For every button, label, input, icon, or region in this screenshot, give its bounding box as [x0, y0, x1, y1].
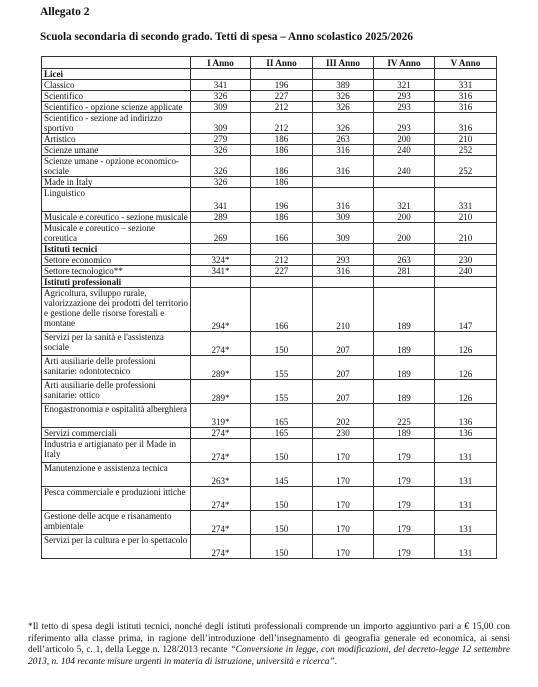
empty-cell — [313, 244, 374, 255]
value-cell: 170 — [313, 487, 374, 511]
spending-table — [41, 56, 497, 559]
value-cell: 165 — [251, 404, 313, 428]
table-row — [42, 356, 497, 380]
section-label: Istituti tecnici — [42, 244, 191, 255]
page-heading: Allegato 2 — [40, 6, 90, 18]
value-cell: 212 — [251, 113, 313, 134]
value-cell: 155 — [251, 356, 313, 380]
row-label: Manutenzione e assistenza tecnica — [42, 463, 191, 487]
value-cell: 263* — [191, 463, 251, 487]
value-cell: 274* — [191, 439, 251, 463]
row-label: Settore tecnologico** — [42, 266, 191, 277]
value-cell: 227 — [251, 266, 313, 277]
table-row — [42, 332, 497, 356]
value-cell: 179 — [374, 487, 435, 511]
table-row — [42, 212, 497, 223]
value-cell: 136 — [435, 428, 497, 439]
row-label: Settore economico — [42, 255, 191, 266]
value-cell: 170 — [313, 463, 374, 487]
value-cell: 293 — [313, 255, 374, 266]
table-row — [42, 188, 497, 212]
value-cell: 309 — [313, 223, 374, 244]
value-cell: 341 — [191, 188, 251, 212]
value-cell: 186 — [251, 156, 313, 177]
value-cell: 281 — [374, 266, 435, 277]
value-cell: 170 — [313, 535, 374, 559]
value-cell: 326 — [191, 177, 251, 188]
value-cell: 263 — [313, 134, 374, 145]
table-row — [42, 102, 497, 113]
row-label: Gestione delle acque e risanamento ambientale — [42, 511, 191, 535]
table-row — [42, 156, 497, 177]
value-cell: 200 — [374, 223, 435, 244]
row-label: Scientifico - opzione scienze applicate — [42, 102, 191, 113]
column-header — [42, 57, 191, 69]
value-cell: 240 — [374, 145, 435, 156]
section-label: Istituti professionali — [42, 277, 191, 288]
table-row — [42, 177, 497, 188]
value-cell: 309 — [191, 113, 251, 134]
value-cell: 166 — [251, 223, 313, 244]
value-cell: 316 — [435, 102, 497, 113]
table-row — [42, 134, 497, 145]
empty-cell — [313, 277, 374, 288]
value-cell: 186 — [251, 134, 313, 145]
value-cell: 309 — [313, 212, 374, 223]
value-cell: 131 — [435, 535, 497, 559]
table-row — [42, 428, 497, 439]
value-cell: 316 — [313, 145, 374, 156]
footnote-law-title: “Conversione in legge, con modificazioni, del decreto-legge 12 settembre 2013, n. 104 recante misure urgenti in materia di istruzione, università e ricerca” — [28, 645, 510, 667]
row-label: Scienze umane — [42, 145, 191, 156]
value-cell: 341* — [191, 266, 251, 277]
empty-cell — [435, 69, 497, 80]
value-cell: 326 — [191, 156, 251, 177]
value-cell: 326 — [191, 91, 251, 102]
value-cell: 200 — [374, 134, 435, 145]
value-cell: 279 — [191, 134, 251, 145]
value-cell: 147 — [435, 288, 497, 332]
value-cell: 269 — [191, 223, 251, 244]
value-cell: 165 — [251, 428, 313, 439]
value-cell: 319* — [191, 404, 251, 428]
empty-cell — [374, 277, 435, 288]
empty-cell — [374, 244, 435, 255]
column-header: V Anno — [435, 57, 497, 69]
row-label: Servizi per la cultura e per lo spettacolo — [42, 535, 191, 559]
row-label: Servizi per la sanità e l'assistenza sociale — [42, 332, 191, 356]
value-cell: 210 — [435, 134, 497, 145]
value-cell: 274* — [191, 487, 251, 511]
row-label: Musicale e coreutico - sezione musicale — [42, 212, 191, 223]
row-label: Scientifico - sezione ad indirizzo sportivo — [42, 113, 191, 134]
table-row — [42, 113, 497, 134]
value-cell: 200 — [374, 212, 435, 223]
value-cell: 326 — [313, 102, 374, 113]
value-cell — [313, 177, 374, 188]
value-cell: 196 — [251, 188, 313, 212]
value-cell: 150 — [251, 535, 313, 559]
table-row — [42, 80, 497, 91]
empty-cell — [313, 69, 374, 80]
empty-cell — [251, 244, 313, 255]
table-row — [42, 535, 497, 559]
value-cell: 179 — [374, 511, 435, 535]
value-cell: 274* — [191, 428, 251, 439]
table-row — [42, 288, 497, 332]
empty-cell — [435, 244, 497, 255]
row-label: Agricoltura, sviluppo rurale, valorizzazione dei prodotti del territorio e gestione delle risorse forestali e montane — [42, 288, 191, 332]
value-cell: 293 — [374, 113, 435, 134]
value-cell: 240 — [435, 266, 497, 277]
row-label: Linguistico — [42, 188, 191, 212]
row-label: Arti ausiliarie delle professioni sanitarie: odontotecnico — [42, 356, 191, 380]
value-cell: 202 — [313, 404, 374, 428]
value-cell: 274* — [191, 511, 251, 535]
value-cell — [435, 177, 497, 188]
value-cell: 252 — [435, 156, 497, 177]
value-cell: 186 — [251, 145, 313, 156]
table-row — [42, 223, 497, 244]
table-row — [42, 511, 497, 535]
value-cell: 207 — [313, 332, 374, 356]
value-cell: 210 — [435, 212, 497, 223]
value-cell: 210 — [435, 223, 497, 244]
value-cell: 293 — [374, 102, 435, 113]
table-row — [42, 255, 497, 266]
value-cell: 150 — [251, 332, 313, 356]
value-cell: 389 — [313, 80, 374, 91]
footnote — [28, 622, 510, 668]
empty-cell — [435, 277, 497, 288]
value-cell: 212 — [251, 255, 313, 266]
value-cell: 150 — [251, 511, 313, 535]
footnote-text: *Il tetto di spesa degli istituti tecnici, nonché degli istituti professionali comprende un importo aggiuntivo pari a € 15,00 con riferimento alla classe prima, in ragione dell’introduzione dell’insegnamento di geografia generale ed economica, ai sensi dell’articolo 5, c. 1, della Legge n. 128/2013 recante — [28, 622, 510, 655]
value-cell: 150 — [251, 487, 313, 511]
column-header: III Anno — [313, 57, 374, 69]
value-cell: 189 — [374, 288, 435, 332]
table-row — [42, 145, 497, 156]
table-row — [42, 463, 497, 487]
table-row — [42, 380, 497, 404]
value-cell: 230 — [313, 428, 374, 439]
empty-cell — [251, 69, 313, 80]
row-label: Made in Italy — [42, 177, 191, 188]
row-label: Artistico — [42, 134, 191, 145]
value-cell: 189 — [374, 380, 435, 404]
value-cell: 225 — [374, 404, 435, 428]
value-cell: 263 — [374, 255, 435, 266]
row-label: Arti ausiliarie delle professioni sanitarie: ottico — [42, 380, 191, 404]
value-cell: 189 — [374, 356, 435, 380]
section-label: Licei — [42, 69, 191, 80]
value-cell: 316 — [435, 91, 497, 102]
table-row — [42, 91, 497, 102]
table-row — [42, 266, 497, 277]
value-cell: 126 — [435, 332, 497, 356]
value-cell: 309 — [191, 102, 251, 113]
row-label: Pesca commerciale e produzioni ittiche — [42, 487, 191, 511]
value-cell: 240 — [374, 156, 435, 177]
value-cell: 207 — [313, 380, 374, 404]
value-cell: 131 — [435, 487, 497, 511]
table-body — [42, 69, 497, 559]
value-cell: 170 — [313, 511, 374, 535]
column-header: IV Anno — [374, 57, 435, 69]
value-cell: 136 — [435, 404, 497, 428]
value-cell: 316 — [313, 188, 374, 212]
row-label: Servizi commerciali — [42, 428, 191, 439]
section-row — [42, 69, 497, 80]
row-label: Scientifico — [42, 91, 191, 102]
page-subheading: Scuola secondaria di secondo grado. Tetti di spesa – Anno scolastico 2025/2026 — [40, 31, 413, 43]
section-row — [42, 277, 497, 288]
value-cell: 155 — [251, 380, 313, 404]
value-cell: 331 — [435, 188, 497, 212]
row-label: Enogastronomia e ospitalità alberghiera — [42, 404, 191, 428]
column-header: I Anno — [191, 57, 251, 69]
value-cell: 170 — [313, 439, 374, 463]
value-cell: 316 — [435, 113, 497, 134]
column-header: II Anno — [251, 57, 313, 69]
value-cell: 324* — [191, 255, 251, 266]
value-cell: 294* — [191, 288, 251, 332]
value-cell: 316 — [313, 156, 374, 177]
value-cell: 316 — [313, 266, 374, 277]
value-cell: 326 — [313, 113, 374, 134]
value-cell: 186 — [251, 212, 313, 223]
value-cell: 131 — [435, 439, 497, 463]
value-cell: 274* — [191, 535, 251, 559]
value-cell: 126 — [435, 356, 497, 380]
value-cell: 186 — [251, 177, 313, 188]
value-cell: 212 — [251, 102, 313, 113]
value-cell: 293 — [374, 91, 435, 102]
value-cell: 341 — [191, 80, 251, 91]
empty-cell — [191, 244, 251, 255]
value-cell — [374, 177, 435, 188]
value-cell: 210 — [313, 288, 374, 332]
value-cell: 126 — [435, 380, 497, 404]
row-label: Scienze umane - opzione economico-sociale — [42, 156, 191, 177]
value-cell: 230 — [435, 255, 497, 266]
value-cell: 196 — [251, 80, 313, 91]
value-cell: 207 — [313, 356, 374, 380]
value-cell: 326 — [191, 145, 251, 156]
value-cell: 179 — [374, 535, 435, 559]
row-label: Industria e artigianato per il Made in Italy — [42, 439, 191, 463]
value-cell: 189 — [374, 332, 435, 356]
value-cell: 321 — [374, 80, 435, 91]
value-cell: 189 — [374, 428, 435, 439]
section-row — [42, 244, 497, 255]
value-cell: 227 — [251, 91, 313, 102]
value-cell: 252 — [435, 145, 497, 156]
value-cell: 331 — [435, 80, 497, 91]
value-cell: 145 — [251, 463, 313, 487]
table-row — [42, 487, 497, 511]
value-cell: 321 — [374, 188, 435, 212]
value-cell: 179 — [374, 463, 435, 487]
value-cell: 131 — [435, 511, 497, 535]
value-cell: 289* — [191, 356, 251, 380]
value-cell: 166 — [251, 288, 313, 332]
empty-cell — [251, 277, 313, 288]
row-label: Classico — [42, 80, 191, 91]
empty-cell — [191, 69, 251, 80]
table-row — [42, 439, 497, 463]
value-cell: 274* — [191, 332, 251, 356]
value-cell: 326 — [313, 91, 374, 102]
value-cell: 179 — [374, 439, 435, 463]
row-label: Musicale e coreutico – sezione coreutica — [42, 223, 191, 244]
value-cell: 289* — [191, 380, 251, 404]
table-row — [42, 404, 497, 428]
value-cell: 150 — [251, 439, 313, 463]
table-header-row — [42, 57, 497, 69]
value-cell: 289 — [191, 212, 251, 223]
empty-cell — [374, 69, 435, 80]
footnote-end: . — [334, 656, 337, 667]
empty-cell — [191, 277, 251, 288]
value-cell: 131 — [435, 463, 497, 487]
